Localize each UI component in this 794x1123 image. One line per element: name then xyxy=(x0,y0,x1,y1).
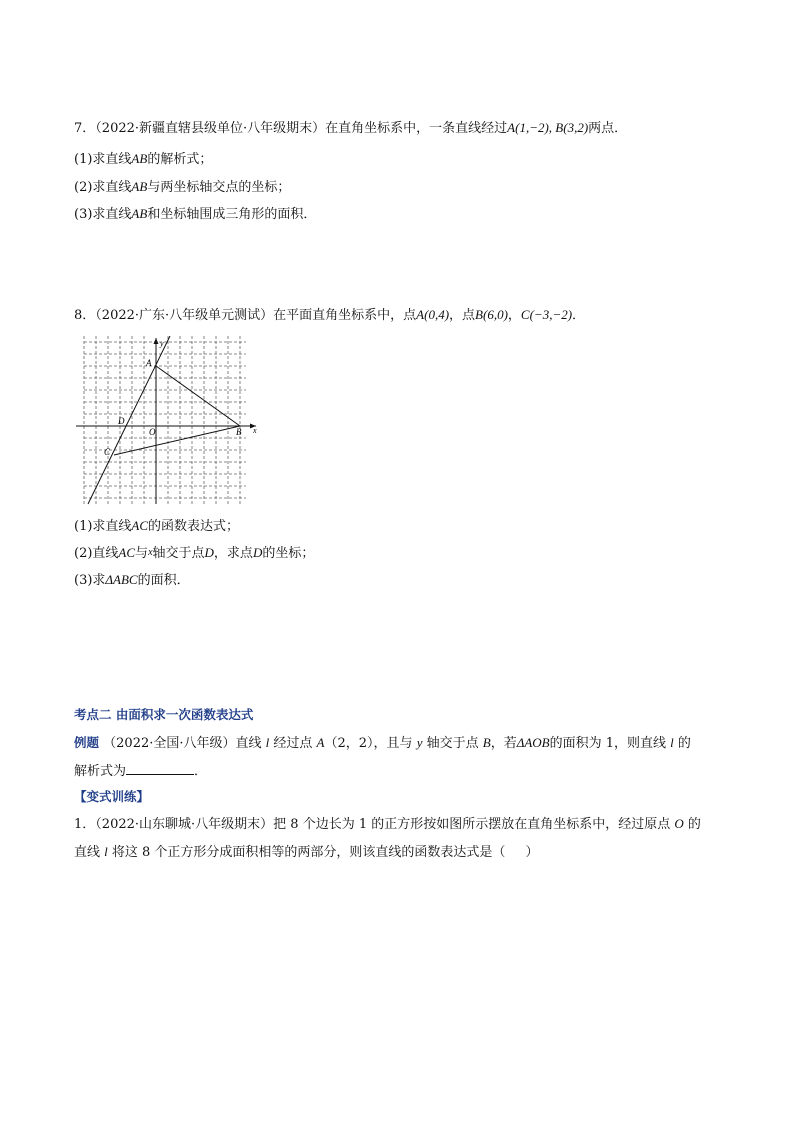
variant-q1-source: （2022·山东聊城·八年级期末） xyxy=(95,817,274,832)
q8-coordinate-figure xyxy=(76,336,262,506)
q7-part1-var: AB xyxy=(131,151,148,166)
q8-point-c: C(−3,−2) xyxy=(520,307,573,322)
label-d: D xyxy=(118,416,125,426)
q7-part3-var: AB xyxy=(131,206,148,221)
example-l2: l xyxy=(670,735,674,750)
q7-part3 xyxy=(74,206,316,223)
q8-part3-pre: (3)求 xyxy=(74,573,106,588)
q8-part2-mid: 与 xyxy=(135,546,149,561)
q8-part3-var: ΔABC xyxy=(105,572,138,587)
q7-stem-text: 在直角坐标系中，一条直线经过 xyxy=(325,121,508,136)
q7-part1 xyxy=(74,151,212,168)
example-b: B xyxy=(482,735,491,750)
example-line1 xyxy=(74,735,691,752)
q8-part2-mid3: ，求点 xyxy=(213,546,253,561)
label-x: x xyxy=(253,426,257,435)
example-end: ． xyxy=(194,764,208,779)
segment-bc xyxy=(114,426,240,455)
q7-source: （2022·新疆直辖县级单位·八年级期末） xyxy=(95,121,326,136)
variant-q1-close: ） xyxy=(525,845,539,860)
y-axis-arrow-icon xyxy=(154,338,159,344)
example-line2-text: 解析式为 xyxy=(74,764,127,779)
q8-stem-end: ． xyxy=(572,308,586,323)
variant-q1-text1: 把 8 个边长为 1 的正方形按如图所示摆放在直角坐标系中，经过原点 xyxy=(273,817,675,832)
q8-source: （2022·广东·八年级单元测试） xyxy=(95,308,274,323)
q7-points: A(1,−2), B(3,2) xyxy=(507,120,589,135)
variant-q1-line1: 1．（2022·山东聊城·八年级期末）把 8 个边长为 1 的正方形按如图所示摆放在直角坐标系中，经过原点 O 的 xyxy=(74,816,701,832)
example-y: y xyxy=(416,735,423,750)
q8-part2-x: x xyxy=(148,547,153,558)
example-l: l xyxy=(265,735,270,750)
q7-stem: 7．（2022·新疆直辖县级单位·八年级期末）在直角坐标系中，一条直线经过A(1,−2), B(3,2)两点． xyxy=(74,120,628,136)
q8-number: 8 xyxy=(74,308,83,323)
q8-point-a: A(0,4) xyxy=(416,307,450,322)
q7-part3-post: 和坐标轴围成三角形的面积． xyxy=(147,207,317,222)
example-text5: ，若 xyxy=(490,736,517,751)
q8-point-b: B(6,0) xyxy=(475,307,508,322)
q7-part2-pre: (2)求直线 xyxy=(74,180,132,195)
example-label: 例题 xyxy=(74,735,100,750)
q8-part2-post: 的坐标； xyxy=(262,546,315,561)
q7-part2 xyxy=(74,179,290,196)
q8-stem: 8．（2022·广东·八年级单元测试）在平面直角坐标系中，点A(0,4)，点B(6,0)，C(−3,−2)． xyxy=(74,307,586,323)
label-a: A xyxy=(146,358,152,368)
variant-q1-line2 xyxy=(74,844,538,861)
variant-q1-text2: 的 xyxy=(683,817,701,832)
variant-q1-o: O xyxy=(674,816,684,831)
label-c: C xyxy=(104,447,111,457)
q8-part3 xyxy=(74,572,190,589)
label-b: B xyxy=(236,427,242,437)
q8-part2 xyxy=(74,545,314,562)
example-a: A xyxy=(316,735,325,750)
q7-part2-post: 与两坐标轴交点的坐标； xyxy=(147,180,291,195)
q7-part1-pre: (1)求直线 xyxy=(74,152,132,167)
q8-part3-post: 的面积． xyxy=(137,573,190,588)
example-text4: 轴交于点 xyxy=(422,736,483,751)
grid xyxy=(84,336,246,504)
q8-part2-mid2: 轴交于点 xyxy=(152,546,205,561)
variant-q1-line2b: 将这 8 个正方形分成面积相等的两部分，则该直线的函数表达式是（ xyxy=(107,845,506,860)
example-line2 xyxy=(74,762,207,780)
q7-part2-var: AB xyxy=(131,179,148,194)
q8-part1-post: 的函数表达式； xyxy=(148,519,240,534)
q8-part2-d: D xyxy=(204,545,214,560)
q8-part2-var: AC xyxy=(118,545,136,560)
q7-part3-pre: (3)求直线 xyxy=(74,207,132,222)
section-heading: 考点二 由面积求一次函数表达式 xyxy=(74,707,254,722)
q8-sep1: ，点 xyxy=(449,308,476,323)
answer-blank[interactable] xyxy=(126,762,194,775)
example-text1: 直线 xyxy=(235,736,266,751)
example-text6: 的面积为 1，则直线 xyxy=(549,736,671,751)
q7-number: 7 xyxy=(74,121,83,136)
variant-q1-l: l xyxy=(104,844,108,859)
variant-q1-number: 1 xyxy=(74,817,83,832)
q7-part1-post: 的解析式； xyxy=(147,152,213,167)
label-y: y xyxy=(160,339,164,348)
example-text2: 经过点 xyxy=(269,736,317,751)
q8-part2-pre: (2)直线 xyxy=(74,546,119,561)
variant-label: 【变式训练】 xyxy=(74,789,150,804)
example-text3: （2，2），且与 xyxy=(324,736,417,751)
q8-part1 xyxy=(74,518,239,535)
q8-stem-text: 在平面直角坐标系中，点 xyxy=(273,308,417,323)
q8-part2-d2: D xyxy=(252,545,263,560)
q8-part1-pre: (1)求直线 xyxy=(74,519,132,534)
variant-q1-line2a: 直线 xyxy=(74,845,105,860)
example-source: （2022·全国·八年级） xyxy=(103,736,236,751)
q7-stem-end: 两点． xyxy=(588,121,628,136)
example-text7: 的 xyxy=(673,736,691,751)
q8-part1-var: AC xyxy=(131,518,149,533)
example-triangle: ΔAOB xyxy=(516,735,550,750)
label-o: O xyxy=(149,427,156,437)
segment-ab xyxy=(156,366,240,426)
q8-sep2: ， xyxy=(507,308,521,323)
line-ac xyxy=(88,336,170,504)
